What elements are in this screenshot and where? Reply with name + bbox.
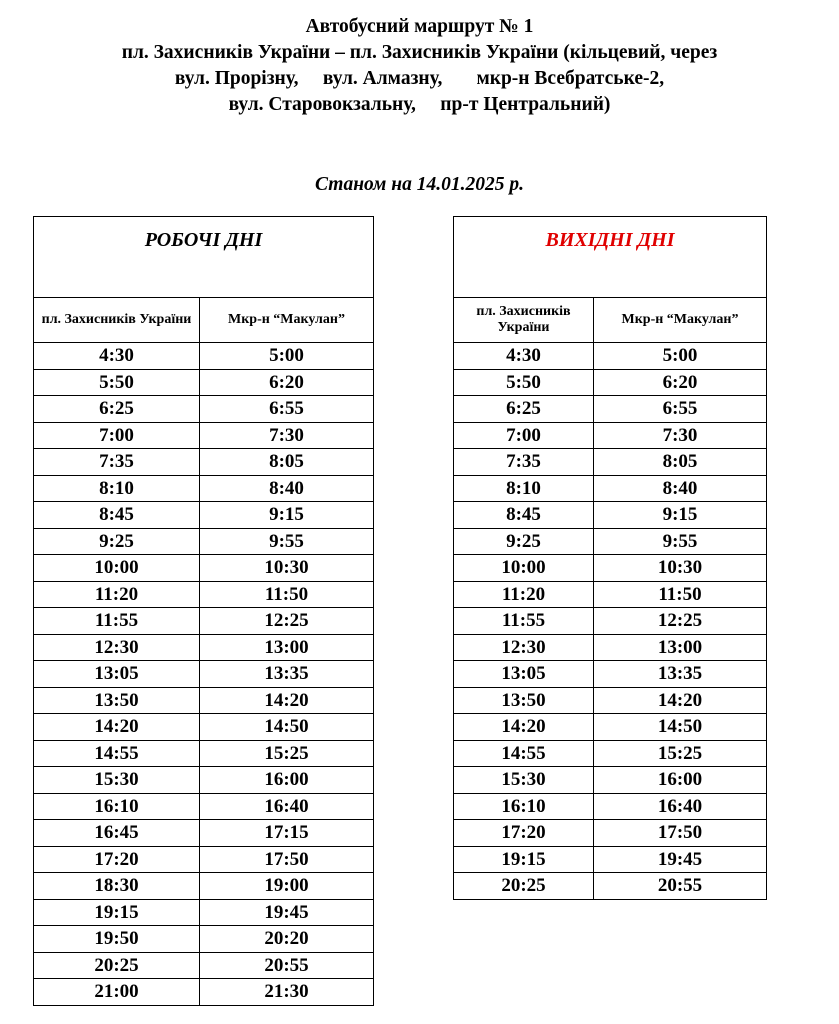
departure-time: 11:55 [454,608,594,635]
table-row [454,343,767,370]
table-row [34,449,374,476]
table-row [454,422,767,449]
weekends-col-stop-1: пл. Захисників України [454,298,594,343]
table-row [454,687,767,714]
return-time: 21:30 [200,979,374,1006]
departure-time: 15:30 [34,767,200,794]
return-time: 20:20 [200,926,374,953]
departure-time: 18:30 [34,873,200,900]
return-time: 6:20 [594,369,767,396]
return-time: 19:45 [200,899,374,926]
table-row [454,661,767,688]
departure-time: 15:30 [454,767,594,794]
departure-time: 10:00 [454,555,594,582]
return-time: 8:40 [594,475,767,502]
return-time: 6:55 [200,396,374,423]
table-row [34,846,374,873]
return-time: 9:15 [594,502,767,529]
departure-time: 9:25 [454,528,594,555]
table-row [34,581,374,608]
departure-time: 20:25 [34,952,200,979]
departure-time: 7:00 [454,422,594,449]
table-row [34,979,374,1006]
return-time: 14:20 [200,687,374,714]
table-row [454,555,767,582]
return-time: 17:50 [594,820,767,847]
departure-time: 14:20 [34,714,200,741]
return-time: 10:30 [594,555,767,582]
departure-time: 11:55 [34,608,200,635]
return-time: 6:55 [594,396,767,423]
return-time: 12:25 [200,608,374,635]
table-row [34,422,374,449]
departure-time: 19:15 [454,846,594,873]
table-row [34,820,374,847]
table-row [454,740,767,767]
return-time: 20:55 [200,952,374,979]
departure-time: 4:30 [34,343,200,370]
departure-time: 4:30 [454,343,594,370]
departure-time: 11:20 [454,581,594,608]
table-row [34,687,374,714]
weekdays-col-stop-2: Мкр-н “Макулан” [200,298,374,343]
table-row [34,475,374,502]
table-row [34,873,374,900]
return-time: 11:50 [594,581,767,608]
table-row [454,528,767,555]
return-time: 16:00 [200,767,374,794]
return-time: 7:30 [594,422,767,449]
return-time: 19:00 [200,873,374,900]
table-row [34,555,374,582]
return-time: 14:50 [200,714,374,741]
table-row [454,767,767,794]
departure-time: 13:05 [454,661,594,688]
departure-time: 7:35 [34,449,200,476]
departure-time: 19:50 [34,926,200,953]
table-row [454,369,767,396]
departure-time: 5:50 [34,369,200,396]
return-time: 13:00 [200,634,374,661]
departure-time: 14:55 [34,740,200,767]
departure-time: 16:10 [34,793,200,820]
return-time: 9:15 [200,502,374,529]
as-of-date: Станом на 14.01.2025 р. [315,174,524,195]
return-time: 9:55 [200,528,374,555]
table-row [454,608,767,635]
weekends-title: ВИХІДНІ ДНІ [454,217,767,298]
departure-time: 8:45 [454,502,594,529]
departure-time: 17:20 [454,820,594,847]
return-time: 7:30 [200,422,374,449]
table-row [454,714,767,741]
return-time: 17:50 [200,846,374,873]
departure-time: 5:50 [454,369,594,396]
table-row [454,475,767,502]
table-row [34,740,374,767]
departure-time: 6:25 [454,396,594,423]
table-row [34,369,374,396]
return-time: 13:00 [594,634,767,661]
return-time: 20:55 [594,873,767,900]
table-row [454,634,767,661]
weekdays-title: РОБОЧІ ДНІ [34,217,374,298]
departure-time: 21:00 [34,979,200,1006]
table-row [454,846,767,873]
departure-time: 7:00 [34,422,200,449]
table-row [34,926,374,953]
return-time: 14:20 [594,687,767,714]
return-time: 8:05 [200,449,374,476]
table-row [454,820,767,847]
return-time: 15:25 [200,740,374,767]
table-row [34,634,374,661]
return-time: 16:00 [594,767,767,794]
departure-time: 11:20 [34,581,200,608]
departure-time: 8:45 [34,502,200,529]
weekends-rows [454,343,767,900]
departure-time: 16:10 [454,793,594,820]
route-description-line-2: вул. Прорізну, вул. Алмазну, мкр-н Всебратське-2, [174,68,665,89]
return-time: 6:20 [200,369,374,396]
table-row [34,502,374,529]
table-row [454,449,767,476]
table-row [34,793,374,820]
departure-time: 6:25 [34,396,200,423]
return-time: 11:50 [200,581,374,608]
departure-time: 8:10 [34,475,200,502]
table-row [454,396,767,423]
table-row [34,608,374,635]
departure-time: 7:35 [454,449,594,476]
table-row [34,899,374,926]
departure-time: 10:00 [34,555,200,582]
route-title: Автобусний маршрут № 1 [305,16,534,37]
table-row [34,528,374,555]
return-time: 17:15 [200,820,374,847]
return-time: 13:35 [200,661,374,688]
departure-time: 9:25 [34,528,200,555]
departure-time: 13:50 [34,687,200,714]
route-description-line-3: вул. Старовокзальну, пр-т Центральний) [228,94,611,115]
weekdays-table [33,216,374,1006]
departure-time: 13:05 [34,661,200,688]
departure-time: 8:10 [454,475,594,502]
weekdays-rows [34,343,374,1006]
return-time: 12:25 [594,608,767,635]
table-row [454,793,767,820]
return-time: 15:25 [594,740,767,767]
table-row [34,952,374,979]
return-time: 13:35 [594,661,767,688]
return-time: 5:00 [200,343,374,370]
departure-time: 19:15 [34,899,200,926]
departure-time: 14:55 [454,740,594,767]
return-time: 5:00 [594,343,767,370]
return-time: 10:30 [200,555,374,582]
route-description-line-1: пл. Захисників України – пл. Захисників України (кільцевий, через [121,42,718,63]
weekends-table [453,216,767,900]
departure-time: 20:25 [454,873,594,900]
departure-time: 12:30 [454,634,594,661]
table-row [454,502,767,529]
return-time: 16:40 [200,793,374,820]
departure-time: 14:20 [454,714,594,741]
return-time: 14:50 [594,714,767,741]
return-time: 19:45 [594,846,767,873]
table-row [34,396,374,423]
return-time: 16:40 [594,793,767,820]
return-time: 8:05 [594,449,767,476]
departure-time: 12:30 [34,634,200,661]
schedule-header [0,14,839,118]
return-time: 9:55 [594,528,767,555]
table-row [34,767,374,794]
departure-time: 16:45 [34,820,200,847]
weekdays-col-stop-1: пл. Захисників України [34,298,200,343]
departure-time: 13:50 [454,687,594,714]
table-row [34,714,374,741]
return-time: 8:40 [200,475,374,502]
table-row [34,661,374,688]
table-row [34,343,374,370]
table-row [454,873,767,900]
table-row [454,581,767,608]
departure-time: 17:20 [34,846,200,873]
weekends-col-stop-2: Мкр-н “Макулан” [594,298,767,343]
